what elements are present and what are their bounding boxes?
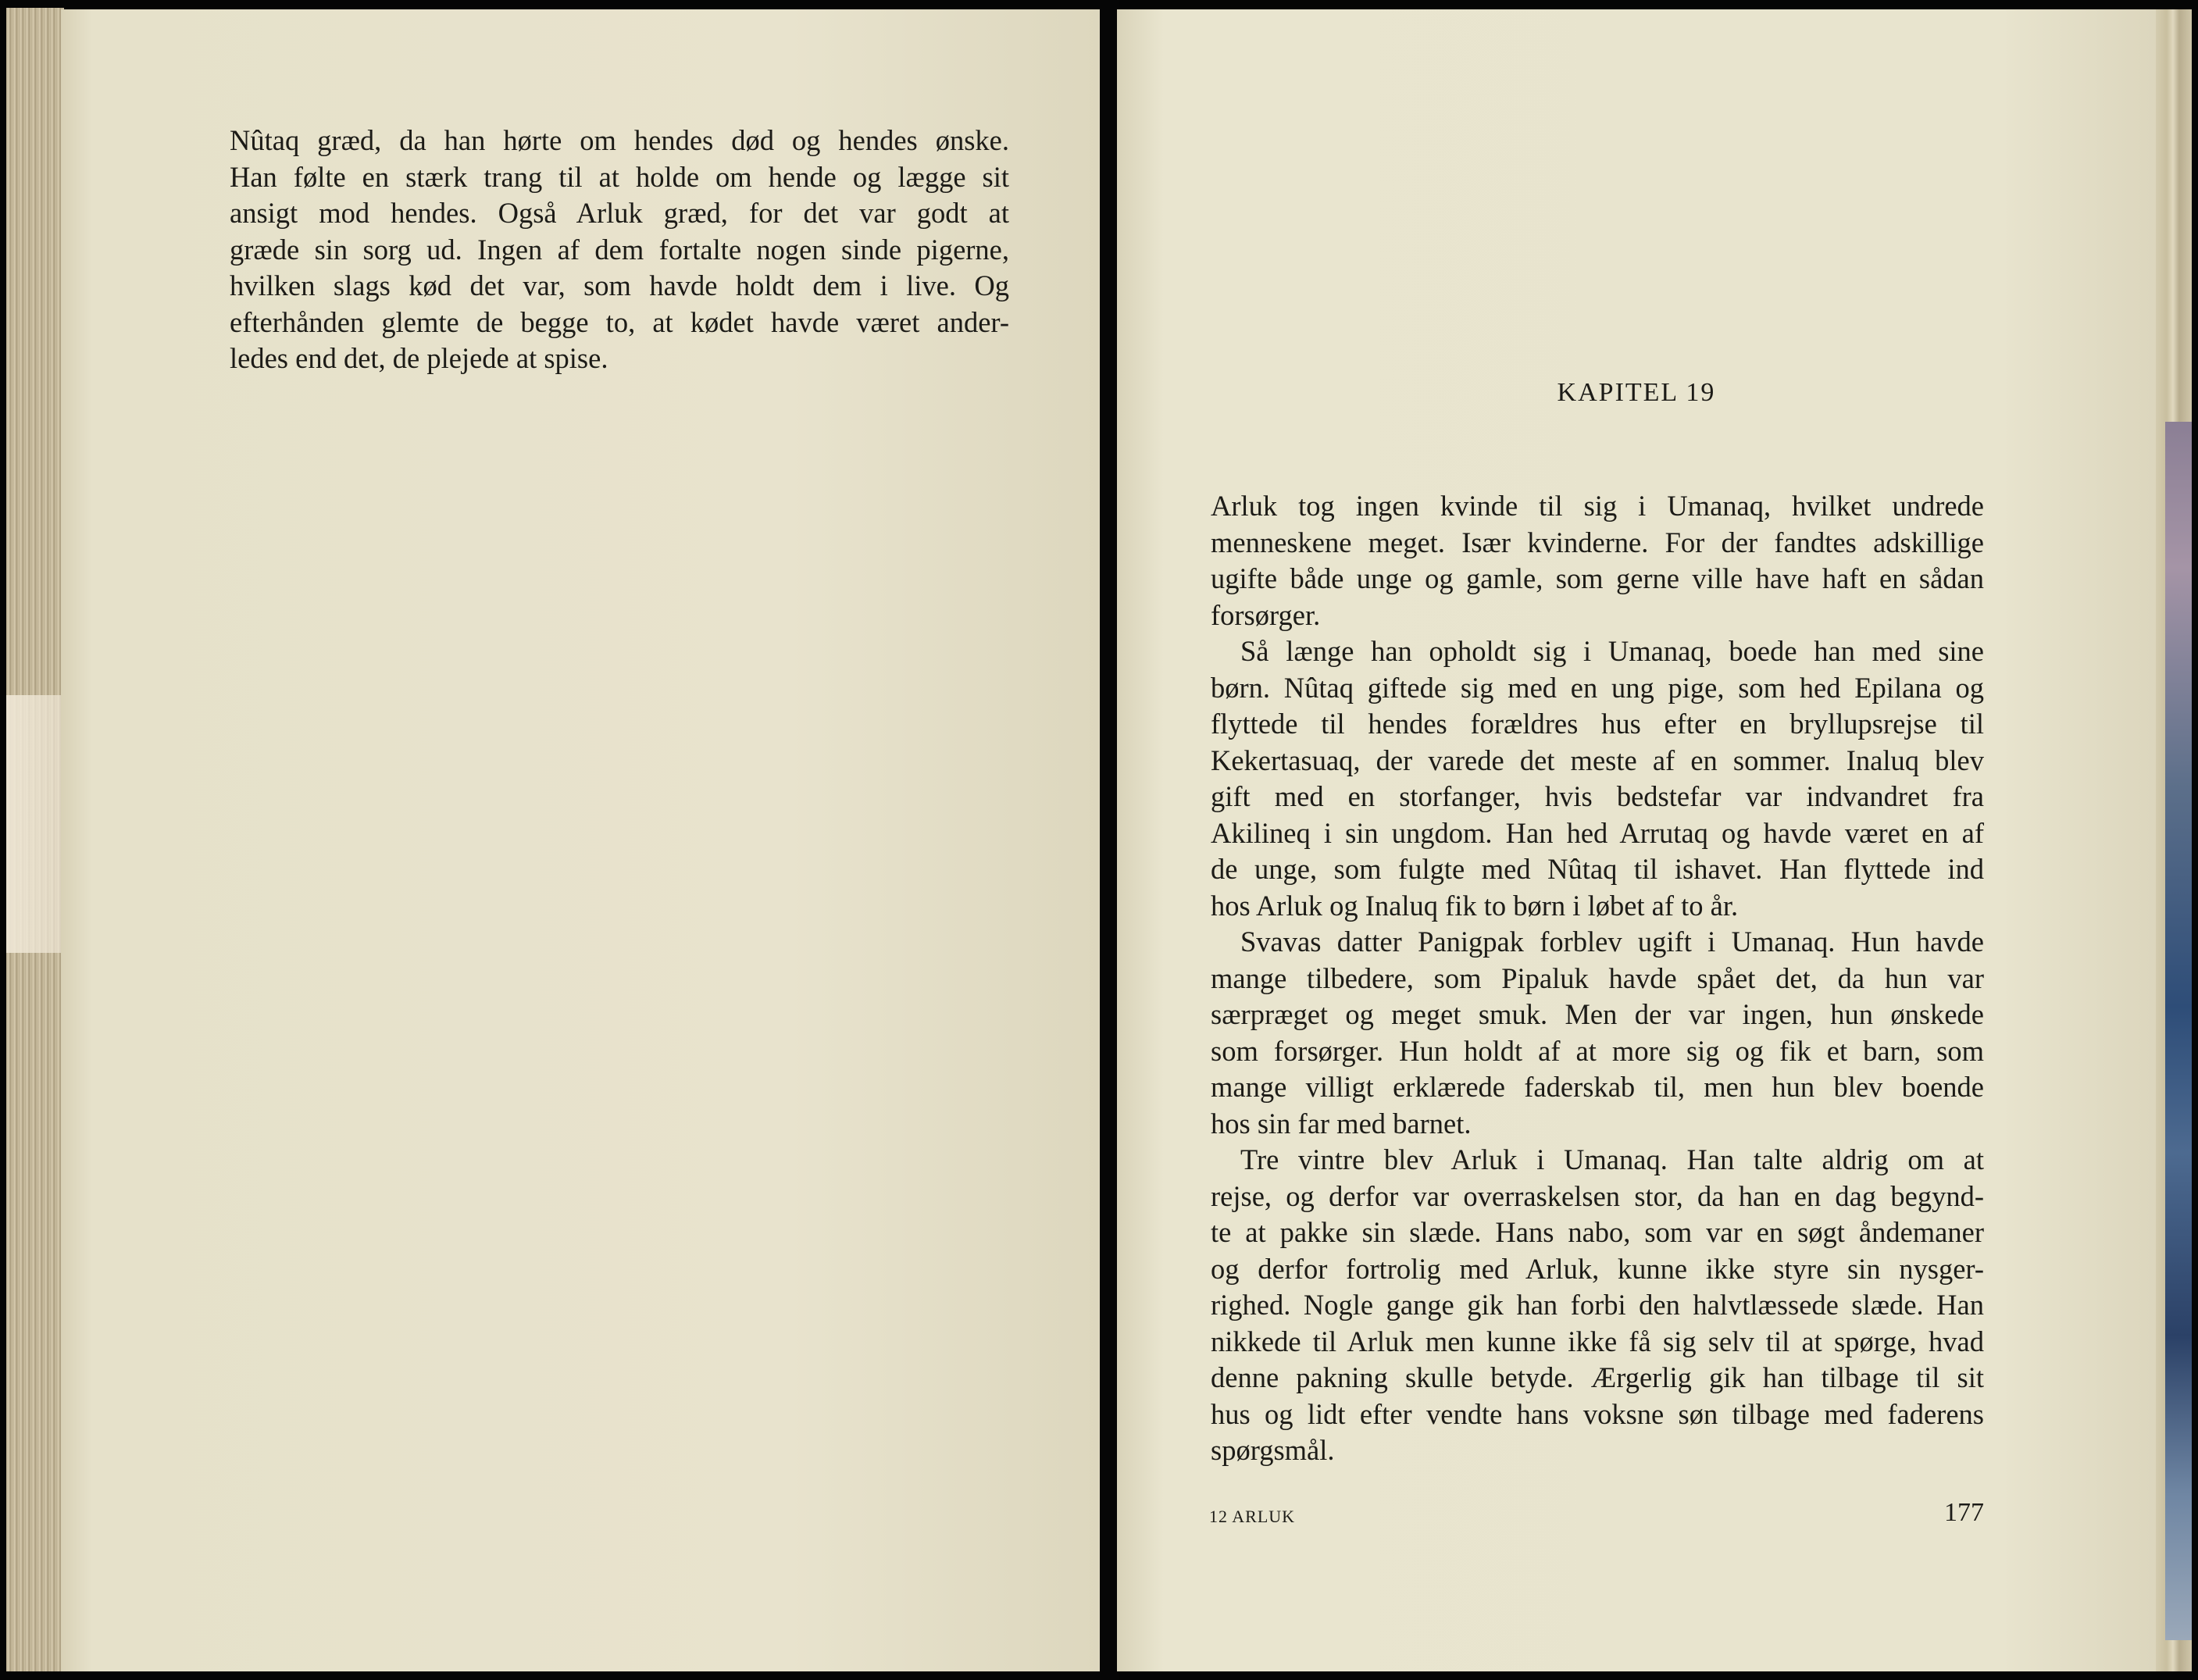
text-line: særpræget og meget smuk. Men der var ingen, hun ønskede [1211,998,1984,1030]
text-line: de unge, som fulgte med Nûtaq til ishavet. Han flyttede ind [1211,853,1984,885]
chapter-heading: KAPITEL 19 [1557,378,1716,407]
text-line: hos sin far med barnet. [1211,1107,1472,1140]
text-line: te at pakke sin slæde. Hans nabo, som var en søgt åndemaner [1211,1216,1984,1248]
text-line: Svavas datter Panigpak forblev ugift i Umanaq. Hun havde [1240,926,1984,958]
text-line: ansigt mod hendes. Også Arluk græd, for det var godt at [230,197,1009,229]
text-line: hus og lidt efter vendte hans voksne søn tilbage med faderens [1211,1397,1984,1430]
book-gutter [1100,0,1119,1680]
text-line: Akilineq i sin ungdom. Han hed Arrutaq og havde været en af [1211,816,1984,849]
text-line: righed. Nogle gange gik han forbi den halvtlæssede slæde. Han [1211,1289,1984,1321]
text-line: menneskene meget. Især kvinderne. For der fandtes adskillige [1211,526,1984,558]
text-line: som forsørger. Hun holdt af at more sig og fik et barn, som [1211,1034,1984,1067]
page-number: 177 [1944,1498,1984,1527]
text-line: rejse, og derfor var overraskelsen stor, da han en dag begynd- [1211,1179,1984,1212]
text-line: mange tilbedere, som Pipaluk havde spået det, da hun var [1211,961,1984,994]
cover-edge-art [2165,422,2192,1640]
text-line: Kekertasuaq, der varede det meste af en sommer. Inaluq blev [1211,744,1984,776]
text-line: denne pakning skulle betyde. Ærgerlig gik han tilbage til sit [1211,1361,1984,1393]
text-line: og derfor fortrolig med Arluk, kunne ikke styre sin nysger- [1211,1252,1984,1285]
paragraph [1211,488,1984,633]
text-line: forsørger. [1211,598,1321,631]
text-line: ugifte både unge og gamle, som gerne ville have haft en sådan [1211,562,1984,594]
text-line: flyttede til hendes forældres hus efter en bryllupsrejse til [1211,708,1984,740]
text-line: Tre vintre blev Arluk i Umanaq. Han talte aldrig om at [1240,1143,1984,1175]
left-page-text [230,123,1009,377]
text-line: børn. Nûtaq giftede sig med en ung pige, som hed Epilana og [1211,671,1984,704]
text-line: Nûtaq græd, da han hørte om hendes død og hendes ønske. [230,124,1009,156]
text-line: spørgsmål. [1211,1434,1335,1466]
text-line: mange villigt erklærede faderskab til, men hun blev boende [1211,1071,1984,1103]
right-page-text [1211,488,1984,1469]
text-line: græde sin sorg ud. Ingen af dem fortalte nogen sinde pigerne, [230,233,1009,266]
text-line: hos Arluk og Inaluq fik to børn i løbet af to år. [1211,889,1739,922]
text-line: nikkede til Arluk men kunne ikke få sig selv til at spørge, hvad [1211,1325,1984,1357]
paragraph [1211,633,1984,924]
text-line: ledes end det, de plejede at spise. [230,342,608,374]
text-line: efterhånden glemte de begge to, at kødet havde været ander- [230,305,1009,338]
footer-signature: 12 ARLUK [1209,1507,1296,1526]
text-line: Så længe han opholdt sig i Umanaq, boede han med sine [1240,635,1984,667]
paragraph [1211,924,1984,1142]
paragraph [1211,1142,1984,1469]
text-line: Han følte en stærk trang til at holde om hende og lægge sit [230,160,1009,193]
text-line: gift med en storfanger, hvis bedstefar var indvandret fra [1211,780,1984,812]
text-line: Arluk tog ingen kvinde til sig i Umanaq, hvilket undrede [1211,490,1984,522]
text-line: hvilken slags kød det var, som havde holdt dem i live. Og [230,269,1009,301]
